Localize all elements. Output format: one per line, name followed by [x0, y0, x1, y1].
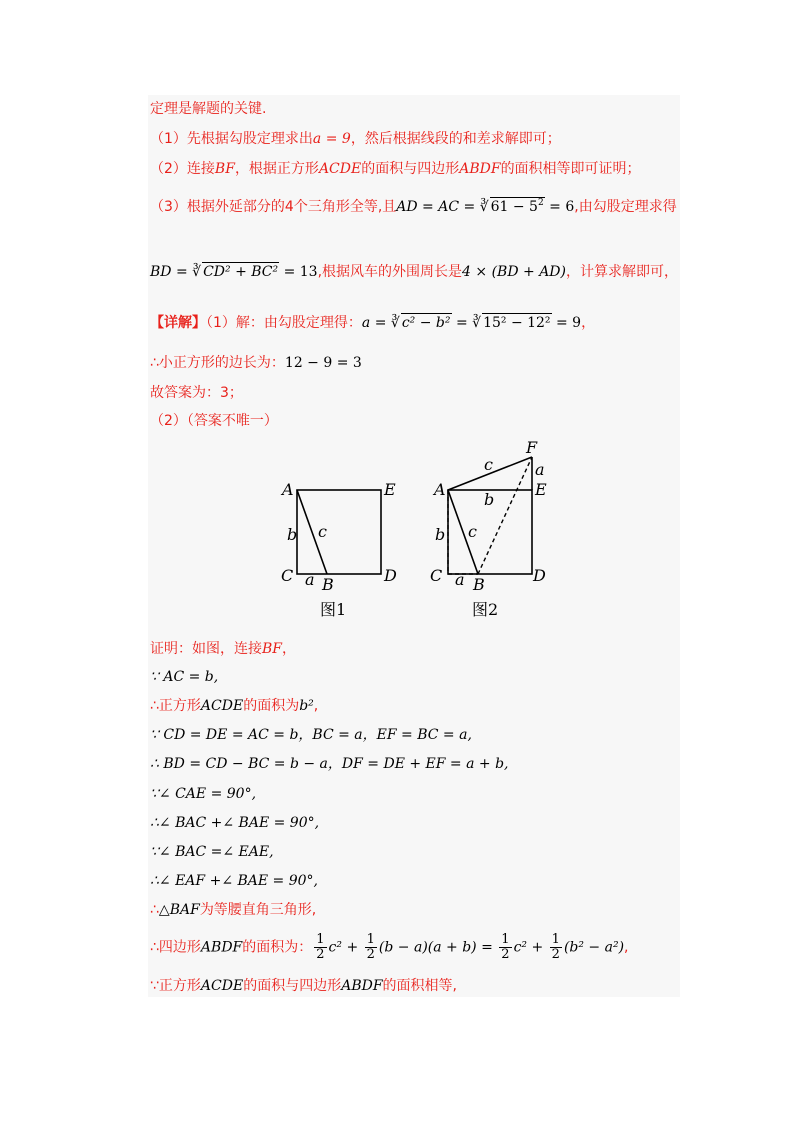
proof-line-0: 证明：如图，连接BF，: [150, 641, 297, 657]
fig1-label-D: D: [384, 566, 397, 585]
analysis-line-3: （3）根据外延部分的4个三角形全等,且AD = AC = ∛ $61 - 5^2 = 6$,由勾股定理求得: [150, 198, 677, 215]
detail-tag: 【详解】: [150, 315, 206, 331]
fig2-label-a-bottom: a: [455, 570, 465, 589]
figure-1: [280, 480, 397, 619]
proof-line-9: ∴△BAF为等腰直角三角形,: [150, 902, 317, 918]
fig2-label-D: D: [533, 566, 546, 585]
fig2-caption: 图2: [472, 600, 499, 619]
analysis-line-2: （2）连接BF，根据正方形ACDE的面积与四边形ABDF的面积相等即可证明；: [150, 161, 641, 177]
radical-cd-bc: CD² + BC²: [203, 264, 279, 280]
fraction-half-2: $\frac{1}{2}$: [366, 932, 375, 962]
fig2-label-a-top: a: [535, 460, 545, 479]
fig1-square: [297, 490, 381, 574]
fig1-label-c: c: [318, 522, 327, 541]
geometry-figure: [270, 435, 570, 625]
fig2-label-A: A: [434, 480, 446, 499]
fig2-label-c-top: c: [484, 455, 493, 474]
proof-line-2: ∴正方形ACDE的面积为b²,: [150, 698, 319, 714]
analysis-line-4: BD = ∛ CD² + BC² = 13,根据风车的外围周长是4 × (BD + AD)，计算求解即可，: [150, 264, 678, 280]
fig2-label-b-top: b: [484, 490, 495, 509]
figure-2: [430, 438, 547, 619]
fraction-half-4: $\frac{1}{2}$: [551, 932, 560, 962]
detail-line-3: 故答案为：3；: [150, 385, 243, 401]
radical-61-minus-5sq: $61 - 5^2$: [490, 198, 544, 215]
fraction-half-3: $\frac{1}{2}$: [501, 932, 510, 962]
proof-line-4: ∴ BD = CD − BC = b − a，DF = DE + EF = a + b,: [150, 756, 509, 772]
fig2-label-F: F: [526, 438, 538, 457]
detail-line-2: ∴小正方形的边长为：12 − 9 = 3: [150, 355, 362, 371]
proof-line-1: ∵ AC = b,: [150, 669, 219, 685]
detail-line-4: （2）（答案不唯一）: [150, 413, 278, 429]
fig2-label-C: C: [430, 566, 443, 585]
fig2-label-b-left: b: [435, 525, 446, 544]
fig2-label-B: B: [473, 575, 485, 594]
fig2-label-c-mid: c: [468, 522, 477, 541]
fig1-label-C: C: [281, 566, 294, 585]
analysis-line-0: 定理是解题的关键.: [150, 101, 267, 117]
proof-line-11: ∵正方形ACDE的面积与四边形ABDF的面积相等,: [150, 978, 457, 994]
fig1-label-E: E: [384, 480, 396, 499]
fig1-label-b: b: [287, 525, 298, 544]
detail-line-1: 【详解】（1）解：由勾股定理得：a = ∛ c² − b² = ∛ 15² − 12² = 9，: [150, 315, 596, 331]
fig2-label-E: E: [535, 480, 547, 499]
fig1-caption: 图1: [320, 600, 347, 619]
proof-line-7: ∵∠ BAC =∠ EAE,: [150, 844, 274, 860]
fig1-label-A: A: [282, 480, 294, 499]
fig1-label-a: a: [305, 570, 315, 589]
fraction-half-1: $\frac{1}{2}$: [316, 932, 325, 962]
math-a-equals-9: a = 9: [312, 131, 351, 147]
proof-line-6: ∴∠ BAC +∠ BAE = 90°,: [150, 815, 320, 831]
proof-line-8: ∴∠ EAF +∠ BAE = 90°,: [150, 873, 319, 889]
proof-line-10: ∴四边形ABDF的面积为： $\frac{1}{2}$ c² + $\frac{1}{2}$ (b − a)(a + b) = $\frac{1}{2}$ c² + $\frac{1}{2}$ (b² − a²),: [150, 932, 629, 962]
analysis-line-1: （1）先根据勾股定理求出a = 9，然后根据线段的和差求解即可；: [150, 131, 561, 147]
proof-line-5: ∵∠ CAE = 90°,: [150, 786, 257, 802]
fig1-label-B: B: [322, 575, 334, 594]
proof-line-3: ∵ CD = DE = AC = b，BC = a，EF = BC = a,: [150, 727, 472, 743]
